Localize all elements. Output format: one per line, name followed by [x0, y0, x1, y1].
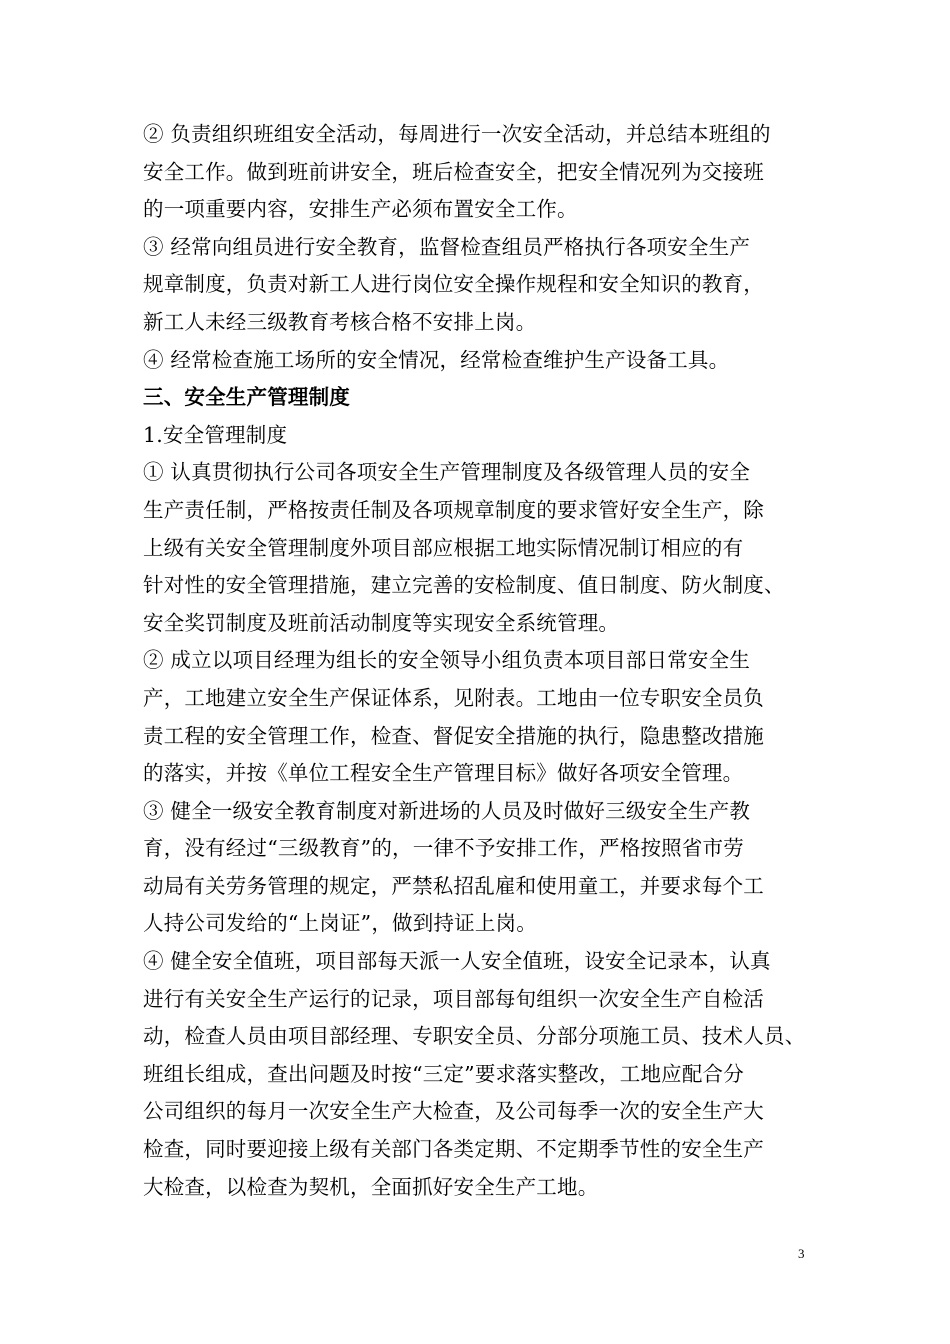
- paragraph-line: 针对性的安全管理措施，建立完善的安检制度、值日制度、防火制度、: [143, 573, 785, 598]
- paragraph-line: 动，检查人员由项目部经理、专职安全员、分部分项施工员、技术人员、: [143, 1024, 806, 1049]
- paragraph-line: ④ 经常检查施工场所的安全情况，经常检查维护生产设备工具。: [143, 347, 730, 372]
- section-heading: 三、安全生产管理制度: [143, 385, 350, 410]
- paragraph-line: 产，工地建立安全生产保证体系，见附表。工地由一位专职安全员负: [143, 685, 764, 710]
- paragraph-line: 上级有关安全管理制度外项目部应根据工地实际情况制订相应的有: [143, 535, 744, 560]
- paragraph-line: 育，没有经过“三级教育”的，一律不予安排工作，严格按照省市劳: [143, 836, 744, 861]
- paragraph-line: 新工人未经三级教育考核合格不安排上岗。: [143, 309, 537, 334]
- paragraph-line: 的落实，并按《单位工程安全生产管理目标》做好各项安全管理。: [143, 761, 744, 786]
- paragraph-line: ② 成立以项目经理为组长的安全领导小组负责本项目部日常安全生: [143, 648, 751, 673]
- paragraph-line: 公司组织的每月一次安全生产大检查，及公司每季一次的安全生产大: [143, 1099, 764, 1124]
- paragraph-line: 安全奖罚制度及班前活动制度等实现安全系统管理。: [143, 610, 620, 635]
- subsection-heading: 1.安全管理制度: [143, 422, 288, 447]
- paragraph-line: ② 负责组织班组安全活动，每周进行一次安全活动，并总结本班组的: [143, 122, 771, 146]
- paragraph-line: 检查，同时要迎接上级有关部门各类定期、不定期季节性的安全生产: [143, 1137, 764, 1162]
- paragraph-line: 的一项重要内容，安排生产必须布置安全工作。: [143, 197, 578, 222]
- paragraph-line: 进行有关安全生产运行的记录，项目部每旬组织一次安全生产自检活: [143, 986, 764, 1011]
- paragraph-line: ③ 健全一级安全教育制度对新进场的人员及时做好三级安全生产教: [143, 798, 751, 823]
- paragraph-line: 责工程的安全管理工作，检查、督促安全措施的执行，隐患整改措施: [143, 723, 764, 748]
- paragraph-line: 动局有关劳务管理的规定，严禁私招乱雇和使用童工，并要求每个工: [143, 873, 764, 898]
- page-number: 3: [798, 1246, 805, 1261]
- paragraph-line: 人持公司发给的“上岗证”，做到持证上岗。: [143, 911, 537, 936]
- paragraph-line: 班组长组成，查出问题及时按“三定”要求落实整改，工地应配合分: [143, 1061, 744, 1086]
- paragraph-line: ④ 健全安全值班，项目部每天派一人安全值班，设安全记录本，认真: [143, 949, 771, 974]
- paragraph-line: 安全工作。做到班前讲安全，班后检查安全，把安全情况列为交接班: [143, 159, 764, 184]
- paragraph-line: 生产责任制，严格按责任制及各项规章制度的要求管好安全生产，除: [143, 497, 764, 522]
- paragraph-line: ① 认真贯彻执行公司各项安全生产管理制度及各级管理人员的安全: [143, 460, 751, 485]
- paragraph-line: 大检查，以检查为契机，全面抓好安全生产工地。: [143, 1174, 599, 1199]
- paragraph-line: 规章制度，负责对新工人进行岗位安全操作规程和安全知识的教育，: [143, 272, 764, 297]
- paragraph-line: ③ 经常向组员进行安全教育，监督检查组员严格执行各项安全生产: [143, 234, 751, 259]
- document-body: [143, 116, 815, 1206]
